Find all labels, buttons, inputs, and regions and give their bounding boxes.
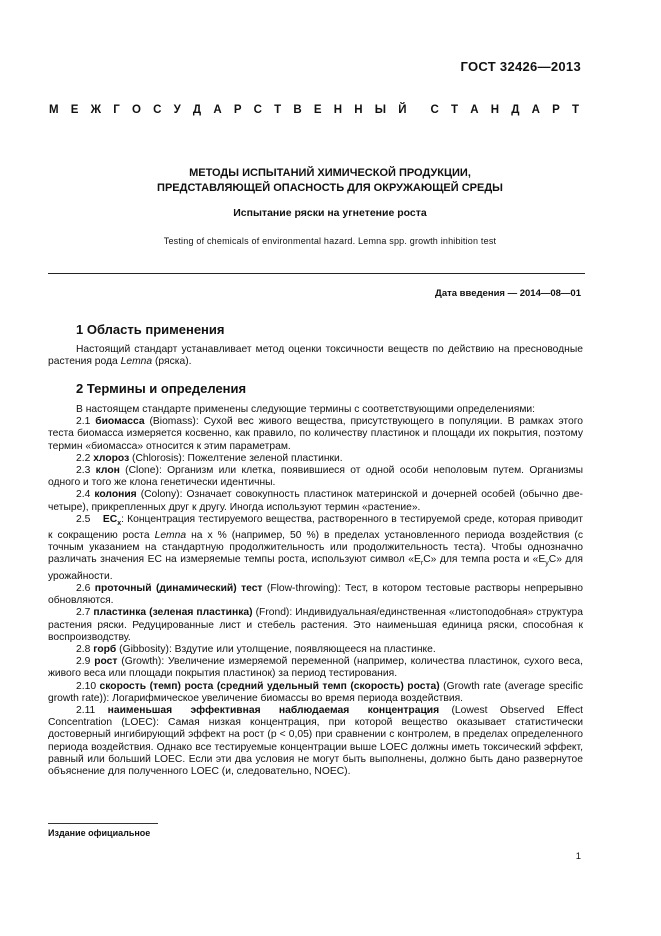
term-2-7 (48, 607, 583, 644)
section-1-heading: 1 Область применения (76, 322, 225, 337)
term-definition: (Growth): Увеличение измеряемой переменной (например, количества пластинок, сухого веса, живого веса или площади покрытия пластинок) за период тестирования. (48, 656, 583, 680)
section-1-lemna: Lemna (120, 356, 153, 368)
subscript-r: r (420, 560, 424, 568)
term-number: 2.9 (76, 656, 91, 668)
term-definition: (Chlorosis): Пожелтение зеленой пластинки. (129, 452, 343, 464)
term-number: 2.8 (76, 643, 91, 655)
section-2-heading: 2 Термины и определения (76, 381, 247, 396)
term-definition-b: на x % (например, 50 %) в пределах установленного периода воздействия (с точным указанием на стандартную продолжительность или продолжительность теста). Чтобы однозначно различать значения EC на измеряемые темпы роста, используют символ «E (48, 530, 583, 566)
banner-word-standard: С Т А Н Д А Р Т (430, 104, 579, 116)
term-2-2 (48, 453, 583, 465)
term-definition-c: C» для темпа роста и «E (423, 554, 546, 566)
term-name: проточный (динамический) тест (94, 582, 263, 594)
section-1-text-b: (ряска). (152, 356, 192, 368)
term-definition: (Growth rate (average specific growth rate)): Логарифмическое увеличение биомассы во время периода воздействия. (48, 680, 583, 704)
term-2-1 (48, 416, 583, 453)
term-2-5 (48, 514, 583, 583)
term-name: биомасса (95, 416, 145, 428)
term-definition: (Colony): Означает совокупность пластинок материнской и дочерней особей (обычно две-четыре), прикрепленных друг к другу. Иногда используют термин «растение». (48, 489, 583, 513)
term-number: 2.7 (76, 607, 91, 619)
term-name: хлороз (93, 452, 130, 464)
term-2-3 (48, 465, 583, 489)
term-name: колония (94, 489, 137, 501)
term-number: 2.3 (76, 465, 91, 477)
footer-divider (48, 823, 158, 824)
section-1-text-a: Настоящий стандарт устанавливает метод оценки токсичности веществ по действию на пресноводные растения рода (48, 344, 583, 368)
term-2-11 (48, 705, 583, 778)
header-divider (48, 273, 585, 274)
term-definition-a: : Концентрация тестируемого вещества, растворенного в тестируемой среде, которая приводит к сокращению роста (48, 513, 583, 542)
term-number: 2.2 (76, 452, 91, 464)
term-name: рост (94, 656, 118, 668)
term-definition: (Lowest Observed Effect Concentration (LOEC): Самая низкая концентрация, при которой вещество оказывает статистически достоверный ингибирующий эффект на рост (p < 0,05) при сравнении с контролем, в пределах определенного периода воздействия. Однако все тестируемые концентрации выше LOEC должны иметь токсический эффект, равный или больший LOEC. Если эти два условия не могут быть выполнены, должно быть дано развернутое объяснение для полученного LOEC (и, следовательно, NOEC). (48, 704, 583, 777)
title-line-1: МЕТОДЫ ИСПЫТАНИЙ ХИМИЧЕСКОЙ ПРОДУКЦИИ, (189, 167, 471, 179)
term-2-8 (48, 644, 583, 656)
term-definition: (Flow-throwing): Тест, в котором тестовые растворы непрерывно обновляются. (48, 582, 583, 607)
term-definition: (Clone): Организм или клетка, появившиеся от одной особи неполовым путем. Организмы одного и того же клона генетически идентичны. (48, 465, 583, 489)
title-line-2: ПРЕДСТАВЛЯЮЩЕЙ ОПАСНОСТЬ ДЛЯ ОКРУЖАЮЩЕЙ СРЕДЫ (157, 182, 503, 194)
section-2-intro: В настоящем стандарте применены следующие термины с соответствующими определениями: (76, 404, 536, 415)
term-definition: (Biomass): Сухой вес живого вещества, присутствующего в популяции. В рамках этого теста биомасса измеряется косвенно, как правило, по количеству пластинок и площади их покрытия, поэтому термин «биомасса» относится к этим параметрам. (48, 416, 583, 452)
term-name: наименьшая эффективная наблюдаемая концентрация (107, 704, 440, 716)
section-2-body (48, 404, 583, 778)
term-2-10 (48, 681, 583, 705)
subscript-y: y (545, 560, 549, 568)
term-number: 2.10 (76, 680, 97, 692)
term-2-6 (48, 583, 583, 607)
term-2-4 (48, 489, 583, 513)
official-edition-note: Издание официальное (48, 828, 151, 838)
term-number: 2.6 (76, 582, 91, 594)
term-lemna: Lemna (154, 530, 187, 542)
term-name-ec: EC (102, 513, 118, 525)
banner-word-interstate: М Е Ж Г О С У Д А Р С Т В Е Н Н Ы Й (49, 104, 407, 116)
interstate-standard-banner (49, 104, 579, 116)
term-name (103, 514, 121, 525)
term-definition: (Gibbosity): Вздутие или утолщение, появляющееся на пластинке. (116, 643, 436, 655)
term-name: пластинка (зеленая пластинка) (93, 607, 253, 619)
document-subtitle: Испытание ряски на угнетение роста (233, 207, 427, 219)
term-subscript: x (117, 519, 122, 527)
term-definition: (Frond): Индивидуальная/единственная «листоподобная» структура растения ряски. Редуцированные лист и стебель растения. Это наименьшая единица ряски, способная к воспроизводству. (48, 607, 583, 643)
term-number: 2.1 (76, 416, 91, 428)
document-title (60, 166, 600, 196)
term-name: клон (95, 465, 120, 477)
english-title: Testing of chemicals of environmental hazard. Lemna spp. growth inhibition test (163, 236, 497, 246)
term-number: 2.5 (76, 513, 91, 525)
page-number: 1 (575, 851, 581, 862)
term-2-9 (48, 656, 583, 680)
term-name: горб (93, 643, 117, 655)
introduction-date: Дата введения — 2014—08—01 (435, 288, 581, 299)
term-number: 2.4 (76, 489, 91, 501)
section-1-paragraph (48, 344, 583, 369)
term-number: 2.11 (76, 704, 96, 716)
gost-code: ГОСТ 32426—2013 (460, 59, 581, 74)
section-1-body (48, 344, 583, 369)
term-name: скорость (темп) роста (средний удельный темп (скорость) роста) (99, 680, 440, 692)
term-definition-d: C» для урожайности. (48, 554, 583, 582)
